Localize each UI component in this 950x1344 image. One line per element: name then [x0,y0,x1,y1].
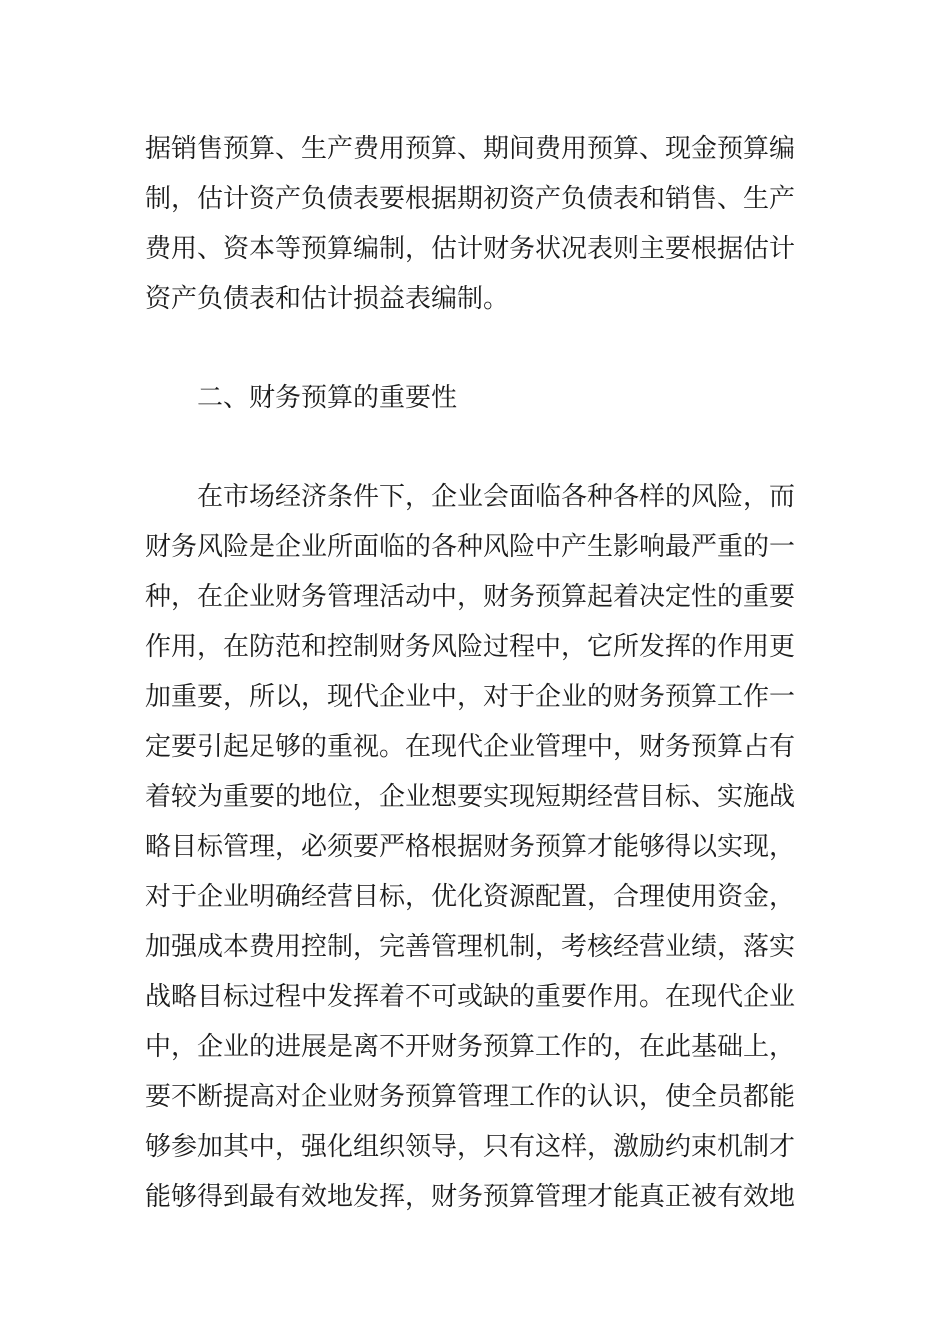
paragraph-line: 据销售预算、生产费用预算、期间费用预算、现金预算编 [145,134,796,164]
paragraph-line: 略目标管理，必须要严格根据财务预算才能够得以实现， [145,832,796,862]
paragraph-line: 制，估计资产负债表要根据期初资产负债表和销售、生产 [145,184,796,214]
paragraph-line: 加强成本费用控制，完善管理机制，考核经营业绩，落实 [145,932,796,962]
paragraph-line: 战略目标过程中发挥着不可或缺的重要作用。在现代企业 [145,982,796,1012]
paragraph-line: 加重要，所以，现代企业中，对于企业的财务预算工作一 [145,682,796,712]
paragraph-line: 资产负债表和估计损益表编制。 [145,284,510,314]
paragraph-line: 种，在企业财务管理活动中，财务预算起着决定性的重要 [145,582,796,612]
paragraph-line: 定要引起足够的重视。在现代企业管理中，财务预算占有 [145,732,796,762]
paragraph-line: 作用，在防范和控制财务风险过程中，它所发挥的作用更 [145,632,796,662]
paragraph-line: 着较为重要的地位，企业想要实现短期经营目标、实施战 [145,782,796,812]
paragraph-line: 要不断提高对企业财务预算管理工作的认识，使全员都能 [145,1082,796,1112]
paragraph-line: 中，企业的进展是离不开财务预算工作的，在此基础上， [145,1032,796,1062]
section-heading: 二、财务预算的重要性 [197,383,458,413]
paragraph-line: 能够得到最有效地发挥，财务预算管理才能真正被有效地 [145,1182,796,1212]
paragraph-line: 费用、资本等预算编制，估计财务状况表则主要根据估计 [145,234,796,264]
paragraph-line: 在市场经济条件下，企业会面临各种各样的风险，而 [197,482,796,512]
paragraph-line: 对于企业明确经营目标，优化资源配置，合理使用资金， [145,882,796,912]
paragraph-line: 财务风险是企业所面临的各种风险中产生影响最严重的一 [145,532,796,562]
paragraph-line: 够参加其中，强化组织领导，只有这样，激励约束机制才 [145,1132,796,1162]
